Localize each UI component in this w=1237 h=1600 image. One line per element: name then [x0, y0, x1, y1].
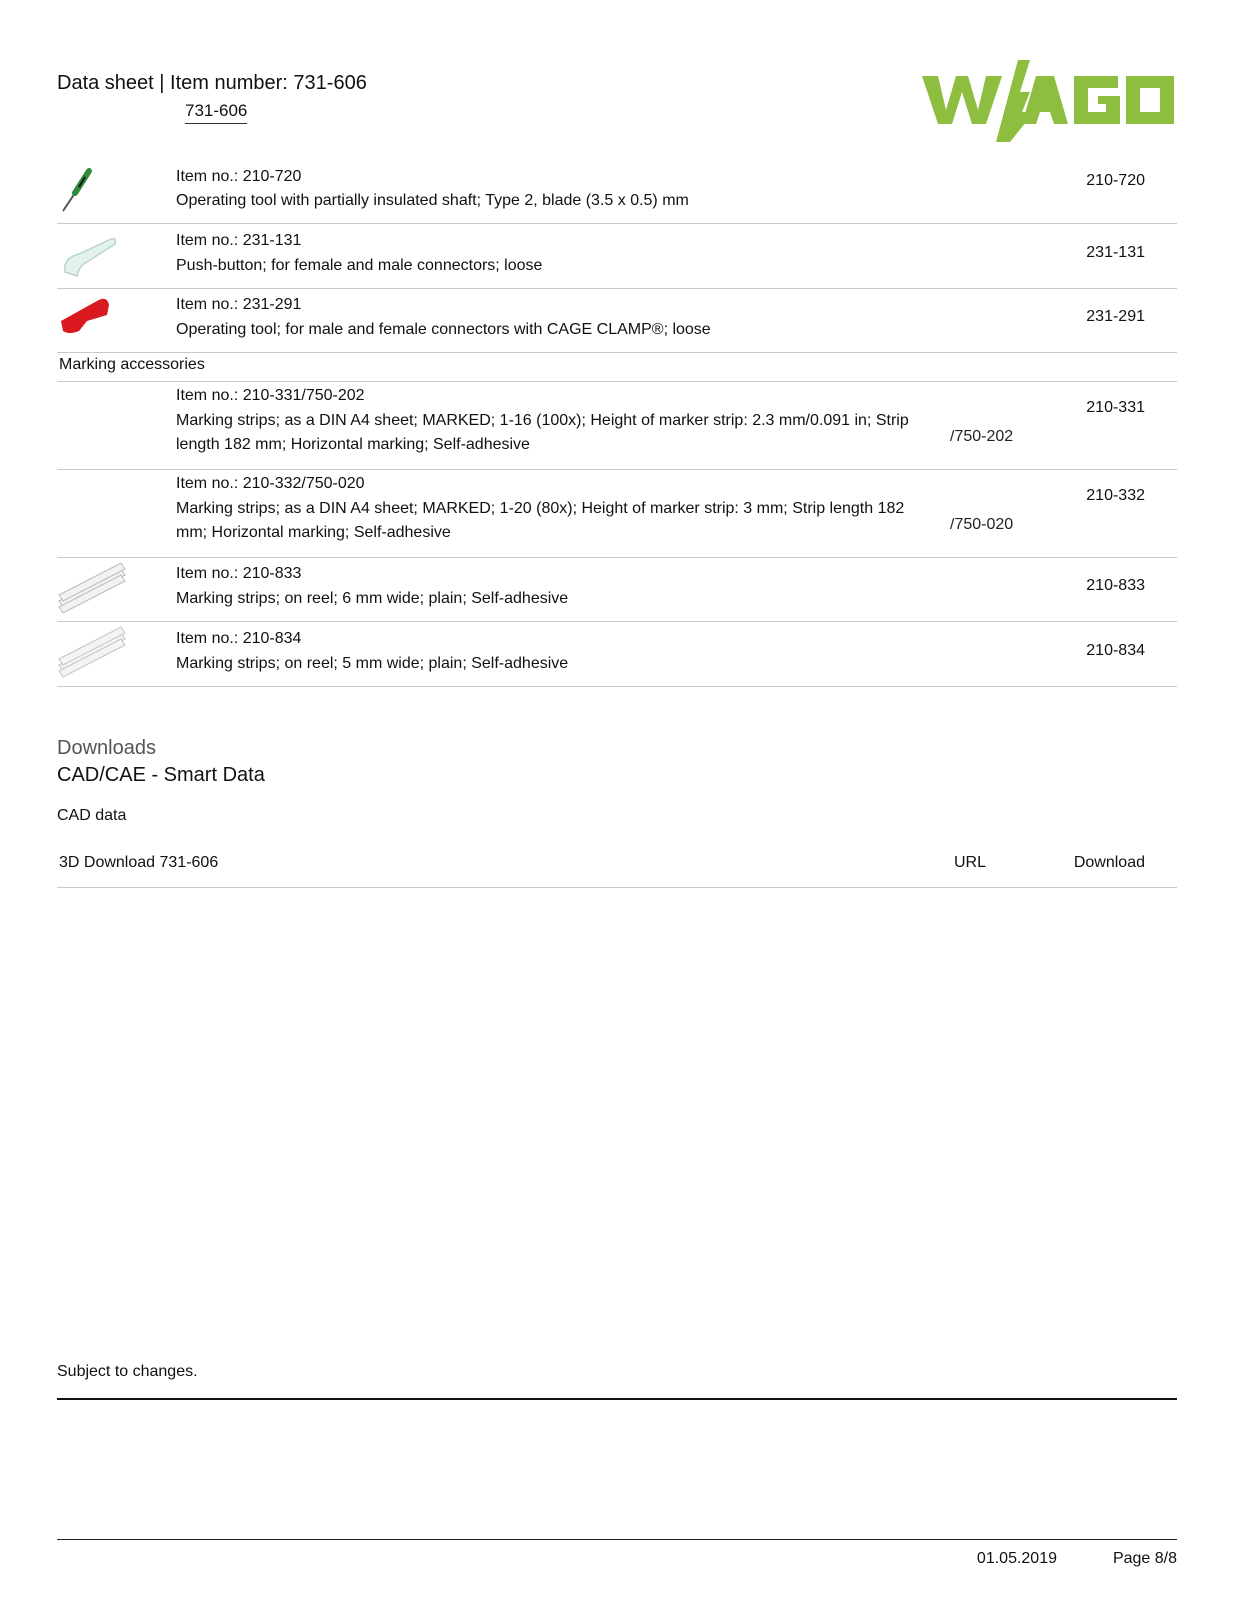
screwdriver-icon: [57, 167, 127, 223]
item-code[interactable]: 210-834: [1086, 642, 1145, 659]
item-title: Item no.: 210-332/750-020: [176, 475, 365, 492]
download-row: [57, 840, 1177, 888]
item-code-overflow: /750-202: [950, 430, 1014, 441]
marking-row: [57, 622, 1177, 687]
wago-logo: [922, 58, 1174, 144]
divider: [57, 1398, 1177, 1400]
item-description: Marking strips; as a DIN A4 sheet; MARKED; 1-20 (80x); Height of marker strip: 3 mm; Strip length 182 mm; Horizontal marking; Self-adhesive: [176, 500, 905, 541]
downloads-subheading: CAD/CAE - Smart Data: [57, 764, 265, 786]
item-description: Push-button; for female and male connectors; loose: [176, 257, 543, 274]
footer-divider: [57, 1539, 1177, 1540]
item-description: Marking strips; on reel; 6 mm wide; plain; Self-adhesive: [176, 590, 569, 607]
downloads-heading: Downloads: [57, 737, 156, 759]
marking-row: [57, 382, 1177, 470]
page-title: Data sheet | Item number: 731-606: [57, 72, 367, 94]
accessory-row: [57, 165, 1177, 224]
marker-strip-icon: [57, 561, 127, 617]
item-description: Operating tool with partially insulated shaft; Type 2, blade (3.5 x 0.5) mm: [176, 192, 689, 209]
footer-date: 01.05.2019: [976, 1550, 1057, 1567]
accessory-row: [57, 224, 1177, 289]
section-heading-row: [57, 353, 1177, 382]
download-name: 3D Download 731-606: [59, 854, 219, 871]
item-code[interactable]: 210-332: [1086, 487, 1145, 504]
item-code[interactable]: 210-833: [1086, 577, 1145, 594]
item-code-overflow: /750-020: [950, 518, 1014, 529]
marking-row: [57, 470, 1177, 558]
item-title: Item no.: 210-720: [176, 168, 302, 185]
item-title: Item no.: 210-834: [176, 630, 302, 647]
item-title: Item no.: 210-331/750-202: [176, 387, 365, 404]
item-title: Item no.: 231-131: [176, 232, 302, 249]
accessory-row: [57, 289, 1177, 353]
item-code[interactable]: 210-331: [1086, 399, 1145, 416]
download-type: URL: [954, 854, 987, 871]
item-description: Marking strips; as a DIN A4 sheet; MARKED; 1-16 (100x); Height of marker strip: 2.3 mm/0.091 in; Strip length 182 mm; Horizontal marking; Self-adhesive: [176, 412, 909, 453]
item-code[interactable]: 231-291: [1086, 308, 1145, 325]
operating-tool-icon: [57, 291, 127, 347]
item-number-link[interactable]: 731-606: [185, 101, 247, 124]
item-title: Item no.: 210-833: [176, 565, 302, 582]
cad-data-label: CAD data: [57, 807, 127, 824]
item-description: Operating tool; for male and female connectors with CAGE CLAMP®; loose: [176, 321, 711, 338]
subject-to-changes-note: Subject to changes.: [57, 1363, 198, 1380]
page-number: Page 8/8: [1112, 1550, 1177, 1567]
item-code[interactable]: 210-720: [1086, 172, 1145, 189]
marking-row: [57, 558, 1177, 622]
marker-strip-icon: [57, 625, 127, 681]
item-description: Marking strips; on reel; 5 mm wide; plain; Self-adhesive: [176, 655, 569, 672]
download-link[interactable]: Download: [1073, 854, 1145, 871]
push-button-icon: [57, 228, 127, 284]
item-title: Item no.: 231-291: [176, 296, 302, 313]
item-code[interactable]: 231-131: [1086, 244, 1145, 261]
section-heading: Marking accessories: [59, 356, 205, 373]
